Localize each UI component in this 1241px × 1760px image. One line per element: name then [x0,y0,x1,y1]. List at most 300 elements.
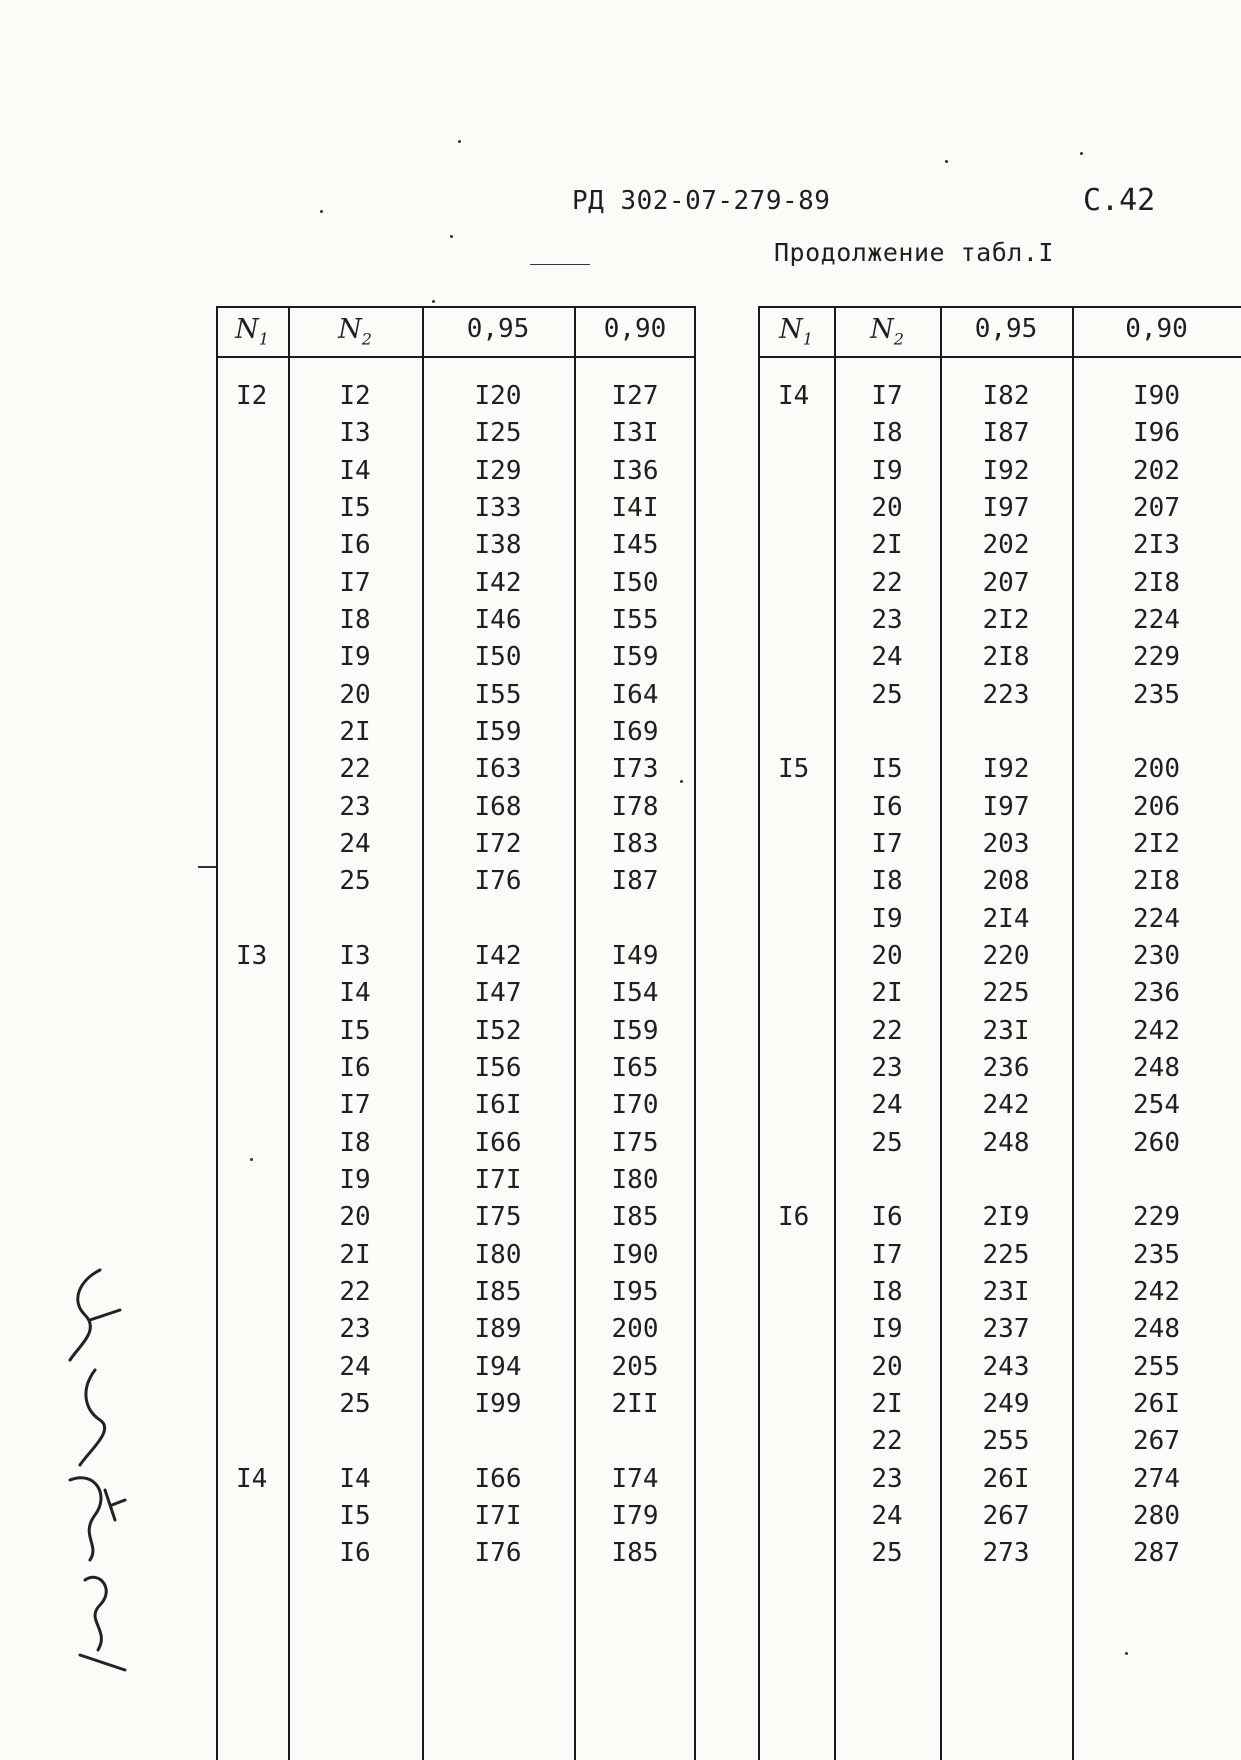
cell-090: I50 [611,567,659,598]
cell-n1 [778,826,834,863]
cell-n2: 20 [871,492,903,523]
cell-n1: I6 [778,1202,810,1233]
cell-n2: I4 [339,455,371,486]
cell-095: 203 [982,828,1030,859]
cell-095: 248 [982,1127,1030,1158]
cell-n2: 23 [339,791,371,822]
table-row [758,1386,1241,1423]
table-row [216,863,696,900]
cell-090 [574,901,696,938]
cell-095: I76 [474,1538,522,1569]
cell-090: 229 [1133,642,1180,673]
table-row [758,565,1241,602]
cell-090: 242 [1133,1015,1180,1046]
handwritten-signature-icon [40,1260,160,1680]
table-row [216,789,696,826]
cell-090: I70 [611,1090,659,1121]
cell-095: I7I [474,1164,522,1195]
cell-090 [574,1423,696,1460]
cell-090: 255 [1133,1351,1180,1382]
cell-090: I59 [611,1015,659,1046]
cell-n2: I5 [871,754,903,785]
cell-090: I75 [611,1127,659,1158]
col-header-n1: $N_1$ [235,314,269,349]
cell-095: I66 [474,1127,522,1158]
cell-095: I38 [474,530,522,561]
cell-090: I83 [611,828,659,859]
cell-n2: I8 [871,418,903,449]
table-row [758,453,1241,490]
cell-095: I25 [474,418,522,449]
cell-n1 [778,453,834,490]
table-row [216,938,696,975]
cell-n2: 25 [871,1538,903,1569]
col-header-090: 0,90 [603,314,667,344]
cell-n2: 25 [871,679,903,710]
cell-090: I73 [611,754,659,785]
document-code: РД 302-07-279-89 [572,186,831,216]
table-row [216,527,696,564]
cell-n2: I7 [871,381,903,411]
cell-n1 [236,1237,288,1274]
cell-090: I74 [611,1463,659,1494]
cell-090: 248 [1133,1314,1180,1345]
cell-095: 207 [982,567,1030,598]
cell-090: I87 [611,866,659,897]
cell-n2: 24 [339,1351,371,1382]
cell-n1 [236,565,288,602]
col-header-090: 0,90 [1125,314,1188,344]
cell-090: I90 [611,1239,659,1270]
cell-095: I59 [474,716,522,747]
cell-n2: I9 [871,1314,903,1345]
cell-095: I56 [474,1052,522,1083]
cell-090: I79 [611,1500,659,1531]
cell-095: 26I [982,1463,1030,1494]
cell-n2: I6 [871,791,903,822]
table-row [758,1349,1241,1386]
cell-095: I6I [474,1090,522,1121]
cell-n1 [778,1535,834,1572]
table-row [216,1199,696,1236]
table-row [758,1162,1241,1199]
table-row [758,1050,1241,1087]
cell-095: I97 [982,791,1030,822]
table-row [216,1274,696,1311]
cell-090: 26I [1133,1388,1180,1419]
cell-n2: 24 [871,642,903,673]
cell-n1 [236,527,288,564]
cell-095: I42 [474,940,522,971]
cell-090: I4I [611,492,659,523]
table-row [758,789,1241,826]
cell-n1 [236,490,288,527]
table-row [758,863,1241,900]
table-row [758,677,1241,714]
cell-n1: I3 [236,940,268,971]
table-continuation-label: Продолжение табл.I [774,238,1054,267]
cell-090: I65 [611,1052,659,1083]
cell-095: 220 [982,940,1030,971]
cell-n1 [778,1274,834,1311]
cell-090: 235 [1133,1239,1180,1270]
cell-095: 255 [982,1426,1030,1457]
cell-095: I7I [474,1500,522,1531]
col-header-n2: $N_2$ [870,314,904,349]
cell-095: I85 [474,1276,522,1307]
cell-n2: 22 [871,567,903,598]
cell-090: 280 [1133,1500,1180,1531]
cell-090 [1072,714,1241,751]
table-row [216,1461,696,1498]
cell-n2: 2I [339,716,371,747]
cell-n1 [236,1199,288,1236]
cell-n1 [778,1311,834,1348]
col-header-n2: $N_2$ [338,314,372,349]
cell-095: 243 [982,1351,1030,1382]
cell-n1 [236,1535,288,1572]
table-row [758,1423,1241,1460]
cell-n1 [778,1050,834,1087]
cell-n2 [834,714,940,751]
table-row [216,1237,696,1274]
cell-095: I52 [474,1015,522,1046]
cell-n1 [778,714,834,751]
cell-090: 200 [611,1314,659,1345]
cell-095: I97 [982,492,1030,523]
cell-n2: I9 [871,455,903,486]
cell-090: 2I8 [1133,567,1180,598]
cell-090: 2I3 [1133,530,1180,561]
cell-095: I66 [474,1463,522,1494]
cell-095: 23I [982,1015,1030,1046]
cell-090: I45 [611,530,659,561]
cell-n1 [778,975,834,1012]
cell-n2: 24 [339,828,371,859]
cell-095: 2I2 [982,604,1030,635]
cell-090: I59 [611,642,659,673]
table-row [216,415,696,452]
table-body [758,378,1241,1573]
cell-n2: I6 [871,1202,903,1233]
table-row [216,1386,696,1423]
cell-095: I75 [474,1202,522,1233]
table-row [216,1125,696,1162]
table-row [758,1535,1241,1572]
cell-n2: 23 [871,1052,903,1083]
table-row [216,1050,696,1087]
cell-095: I50 [474,642,522,673]
table-row [216,1535,696,1572]
cell-n2: 22 [871,1015,903,1046]
cell-n2: 22 [871,1426,903,1457]
cell-095: 202 [982,530,1030,561]
cell-n2 [288,901,422,938]
cell-n2: 25 [339,1388,371,1419]
cell-n1 [236,863,288,900]
table-row [216,639,696,676]
cell-095: I92 [982,754,1030,785]
cell-n1 [778,602,834,639]
cell-n2: I8 [871,866,903,897]
cell-n2: 22 [339,754,371,785]
cell-n1: I4 [778,381,810,411]
cell-095: I89 [474,1314,522,1345]
table-row [758,1087,1241,1124]
col-header-095: 0,95 [974,314,1038,344]
cell-090: 2I8 [1133,866,1180,897]
cell-n1 [778,1386,834,1423]
cell-n2: I3 [339,418,371,449]
table-row [758,1013,1241,1050]
cell-090: 236 [1133,978,1180,1009]
cell-n2: I2 [339,381,371,411]
cell-095: I55 [474,679,522,710]
cell-n2: I6 [339,1538,371,1569]
cell-n1 [778,415,834,452]
cell-n1 [236,975,288,1012]
cell-090: I3I [611,418,659,449]
cell-095: 225 [982,978,1030,1009]
table-row [758,1498,1241,1535]
cell-n2: 20 [339,1202,371,1233]
cell-n1: I2 [236,381,268,411]
cell-095: 249 [982,1388,1030,1419]
cell-095: I68 [474,791,522,822]
table-row [758,1125,1241,1162]
cell-090: I85 [611,1538,659,1569]
table-row [758,975,1241,1012]
cell-n1 [778,527,834,564]
cell-n1 [236,751,288,788]
table-row [758,639,1241,676]
cell-090: 267 [1133,1426,1180,1457]
cell-n1 [778,1423,834,1460]
cell-n1 [778,1013,834,1050]
col-header-n1: $N_1$ [779,314,813,349]
cell-n2: I9 [339,642,371,673]
table-body [216,378,696,1573]
cell-090: I55 [611,604,659,635]
cell-n1 [778,1125,834,1162]
cell-n2: 25 [339,866,371,897]
cell-095: 273 [982,1538,1030,1569]
cell-n2: 25 [871,1127,903,1158]
cell-n2: I4 [339,1463,371,1494]
cell-n1 [778,938,834,975]
cell-n1 [236,1274,288,1311]
cell-090: 202 [1133,455,1180,486]
cell-n2 [834,1162,940,1199]
cell-090: I95 [611,1276,659,1307]
cell-090: I69 [611,716,659,747]
table-row [216,677,696,714]
cell-n1 [778,639,834,676]
cell-095: I20 [474,381,522,411]
cell-n2: 23 [339,1314,371,1345]
cell-n1 [236,1423,288,1460]
cell-n1 [236,1050,288,1087]
cell-n1 [778,1162,834,1199]
cell-n1 [236,677,288,714]
cell-090: I36 [611,455,659,486]
table-row [758,602,1241,639]
cell-n1 [778,901,834,938]
cell-095: I29 [474,455,522,486]
table-row [216,714,696,751]
cell-095: I33 [474,492,522,523]
table-row [758,938,1241,975]
table-row [216,1498,696,1535]
cell-n2: I3 [339,940,371,971]
cell-095 [422,901,574,938]
cell-n2: 20 [871,940,903,971]
table-row [216,1162,696,1199]
cell-n2: 22 [339,1276,371,1307]
cell-n1: I5 [778,754,810,785]
cell-n1 [778,1461,834,1498]
cell-090: 235 [1133,679,1180,710]
cell-090: 206 [1133,791,1180,822]
cell-n2: I9 [339,1164,371,1195]
cell-090: 248 [1133,1052,1180,1083]
right-table [758,306,1241,1755]
table-row [758,1237,1241,1274]
cell-n1 [778,1237,834,1274]
cell-095: 236 [982,1052,1030,1083]
table-row [216,1349,696,1386]
cell-n1 [236,1349,288,1386]
cell-095: I99 [474,1388,522,1419]
cell-095: I76 [474,866,522,897]
cell-090: I49 [611,940,659,971]
cell-n1: I4 [236,1463,268,1494]
cell-n2: 20 [339,679,371,710]
cell-090: 260 [1133,1127,1180,1158]
table-row [758,714,1241,751]
cell-n1 [236,826,288,863]
cell-n1 [778,863,834,900]
cell-090: 230 [1133,940,1180,971]
left-table [216,306,696,1755]
table-row [216,1311,696,1348]
cell-095: 223 [982,679,1030,710]
cell-095: 23I [982,1276,1030,1307]
cell-090: 229 [1133,1202,1180,1233]
cell-090: I54 [611,978,659,1009]
cell-n2: 23 [871,604,903,635]
col-header-095: 0,95 [466,314,530,344]
cell-095 [422,1423,574,1460]
cell-090: 2II [611,1388,659,1419]
cell-090: I80 [611,1164,659,1195]
table-row [216,378,696,415]
table-row [216,490,696,527]
cell-090: 254 [1133,1090,1180,1121]
cell-n1 [236,1125,288,1162]
cell-n1 [778,1498,834,1535]
cell-n2: 24 [871,1090,903,1121]
cell-n2: 23 [871,1463,903,1494]
cell-n1 [236,639,288,676]
table-row [758,527,1241,564]
cell-n1 [236,714,288,751]
cell-090: I27 [611,381,659,411]
cell-n2: I5 [339,492,371,523]
table-row [216,1423,696,1460]
cell-090: 2I2 [1133,828,1180,859]
table-row [216,565,696,602]
cell-090: 224 [1133,604,1180,635]
table-row [758,490,1241,527]
cell-095: I47 [474,978,522,1009]
table-row [216,975,696,1012]
page-number: С.42 [1083,183,1156,218]
cell-095: I92 [982,455,1030,486]
table-row [758,1199,1241,1236]
table-row [758,1461,1241,1498]
cell-n1 [236,602,288,639]
table-row [216,901,696,938]
cell-n2: I9 [871,903,903,934]
cell-n1 [778,1087,834,1124]
table-row [216,453,696,490]
cell-n2: I7 [871,828,903,859]
cell-n1 [778,1349,834,1386]
cell-095: I72 [474,828,522,859]
cell-n2: I6 [339,1052,371,1083]
cell-095: 2I4 [982,903,1030,934]
table-row [758,826,1241,863]
cell-n1 [236,1013,288,1050]
table-row [758,378,1241,415]
cell-090: 207 [1133,492,1180,523]
cell-n2: I7 [339,567,371,598]
cell-n1 [236,1386,288,1423]
cell-095: I63 [474,754,522,785]
cell-095: I87 [982,418,1030,449]
cell-095: 2I8 [982,642,1030,673]
cell-090: I78 [611,791,659,822]
cell-095 [940,714,1072,751]
table-row [216,602,696,639]
cell-095: 242 [982,1090,1030,1121]
cell-n2: I6 [339,530,371,561]
table-row [216,751,696,788]
cell-n2: 24 [871,1500,903,1531]
cell-n1 [778,565,834,602]
cell-n2: I5 [339,1500,371,1531]
cell-n2: 20 [871,1351,903,1382]
cell-n2 [288,1423,422,1460]
cell-n1 [236,789,288,826]
cell-n1 [236,1162,288,1199]
cell-090 [1072,1162,1241,1199]
cell-090: I96 [1133,418,1180,449]
table-row [216,826,696,863]
cell-n1 [778,490,834,527]
cell-n2: I8 [339,604,371,635]
cell-n2: I7 [339,1090,371,1121]
cell-095: I82 [982,381,1030,411]
cell-095: I80 [474,1239,522,1270]
cell-090: I64 [611,679,659,710]
cell-n2: I8 [339,1127,371,1158]
cell-095 [940,1162,1072,1199]
cell-095: 267 [982,1500,1030,1531]
cell-n2: 2I [339,1239,371,1270]
cell-090: 242 [1133,1276,1180,1307]
